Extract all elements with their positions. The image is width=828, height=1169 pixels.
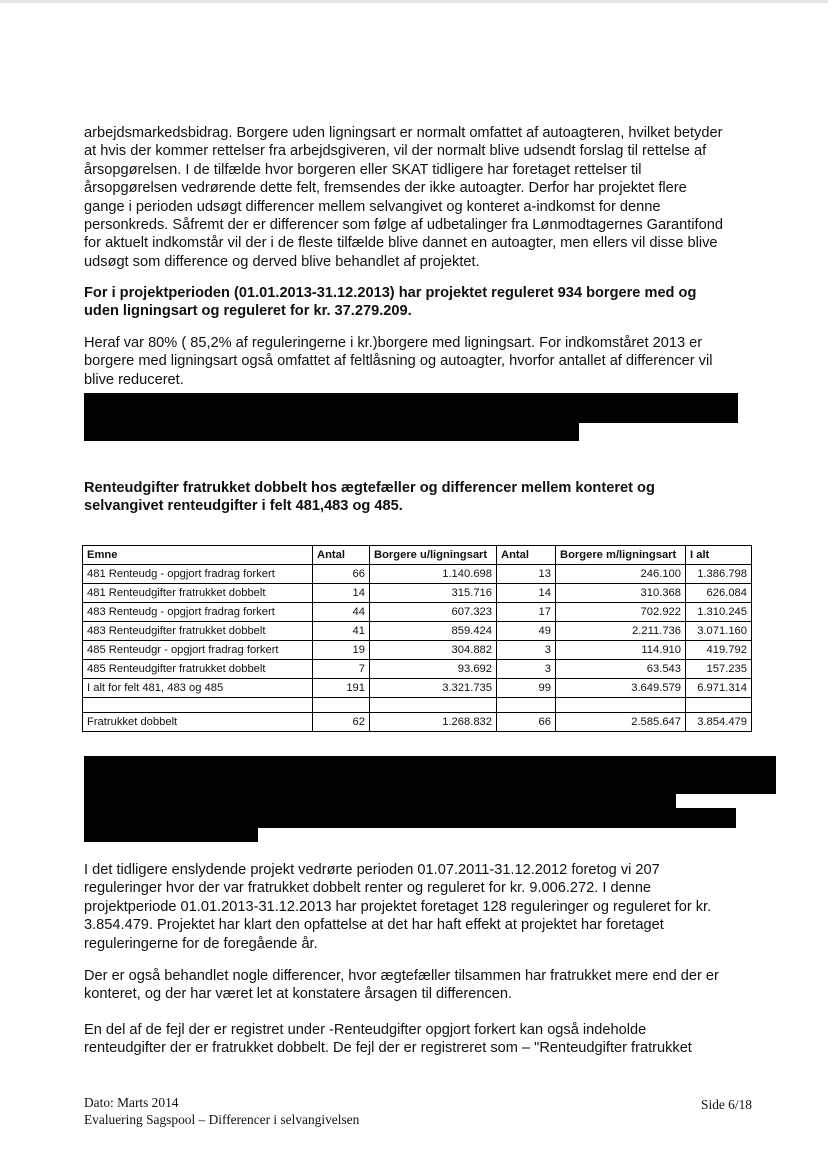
table-cell: 49 xyxy=(497,622,556,641)
column-header: Antal xyxy=(497,546,556,565)
table-cell: 3.854.479 xyxy=(686,713,752,732)
table-cell: 17 xyxy=(497,603,556,622)
redaction-block xyxy=(84,393,738,423)
table-row-double xyxy=(83,713,752,732)
table-cell: 62 xyxy=(313,713,370,732)
table-cell xyxy=(686,698,752,713)
text-line: selvangivet renteudgifter i felt 481,483 og 485. xyxy=(84,498,403,515)
table-cell: 626.084 xyxy=(686,584,752,603)
text-line: Heraf var 80% ( 85,2% af reguleringerne i kr.)borgere med ligningsart. For indkomståret 2013 er xyxy=(84,335,703,351)
text-line: Der er også behandlet nogle differencer, hvor ægtefæller tilsammen har fratrukket mere end der er xyxy=(84,968,719,984)
footer-date: Dato: Marts 2014 xyxy=(84,1095,179,1110)
table-cell: 3.071.160 xyxy=(686,622,752,641)
text-line: arbejdsmarkedsbidrag. Borgere uden ligningsart er normalt omfattet af autoagteren, hvilket betyder xyxy=(84,125,723,141)
section-heading xyxy=(84,479,764,516)
table-cell xyxy=(556,698,686,713)
table-cell: 315.716 xyxy=(370,584,497,603)
text-line: årsopgørelsen. I de tilfælde hvor borgeren eller SKAT tidligere har foretaget rettelser til xyxy=(84,161,642,178)
table-cell: 1.140.698 xyxy=(370,565,497,584)
text-line: reguleringerne for de foregående år. xyxy=(84,935,318,952)
text-line: En del af de fejl der er registret under -Renteudgifter opgjort forkert kan også indeholde xyxy=(84,1022,647,1038)
table-cell: 481 Renteudgifter fratrukket dobbelt xyxy=(83,584,313,603)
text-line: For i projektperioden (01.01.2013-31.12.2013) har projektet reguleret 934 borgere med og xyxy=(84,285,697,301)
table-cell: 157.235 xyxy=(686,660,752,679)
scan-top-edge xyxy=(0,0,828,3)
table-header-row xyxy=(83,546,752,565)
table-cell: 44 xyxy=(313,603,370,622)
redaction-block xyxy=(84,826,258,842)
column-header: Emne xyxy=(83,546,313,565)
text-line: borgere med ligningsart også omfattet af feltlåsning og autoagter, hvorfor antallet af differencer vil xyxy=(84,353,713,370)
table-cell: 3.649.579 xyxy=(556,679,686,698)
table-cell: 66 xyxy=(497,713,556,732)
text-line: uden ligningsart og reguleret for kr. 37.279.209. xyxy=(84,303,412,320)
table-cell xyxy=(313,698,370,713)
table-spacer-row xyxy=(83,698,752,713)
column-header: Borgere u/ligningsart xyxy=(370,546,497,565)
table-cell: 2.585.647 xyxy=(556,713,686,732)
table-cell: 607.323 xyxy=(370,603,497,622)
text-line: Renteudgifter fratrukket dobbelt hos ægtefæller og differencer mellem konteret og xyxy=(84,480,655,496)
table-cell: 481 Renteudg - opgjort fradrag forkert xyxy=(83,565,313,584)
table-cell: 7 xyxy=(313,660,370,679)
table-cell: 114.910 xyxy=(556,641,686,660)
table-cell: 485 Renteudgr - opgjort fradrag forkert xyxy=(83,641,313,660)
page-number: Side 6/18 xyxy=(701,1097,752,1112)
table-cell: I alt for felt 481, 483 og 485 xyxy=(83,679,313,698)
table-cell: 2.211.736 xyxy=(556,622,686,641)
table-cell: 483 Renteudg - opgjort fradrag forkert xyxy=(83,603,313,622)
table-row xyxy=(83,660,752,679)
table-cell: 304.882 xyxy=(370,641,497,660)
table-row xyxy=(83,641,752,660)
table-cell: 1.310.245 xyxy=(686,603,752,622)
footer-title: Evaluering Sagspool – Differencer i selvangivelsen xyxy=(84,1112,360,1127)
table-cell: 419.792 xyxy=(686,641,752,660)
table-cell: 63.543 xyxy=(556,660,686,679)
table-cell: 3 xyxy=(497,641,556,660)
column-header: I alt xyxy=(686,546,752,565)
text-line: I det tidligere enslydende projekt vedrørte perioden 01.07.2011-31.12.2012 foretog vi 207 xyxy=(84,862,660,878)
column-header: Antal xyxy=(313,546,370,565)
table-cell: 14 xyxy=(313,584,370,603)
text-line: blive reduceret. xyxy=(84,371,184,388)
table-cell: 41 xyxy=(313,622,370,641)
interest-table xyxy=(82,545,752,732)
table-row xyxy=(83,603,752,622)
table-cell xyxy=(83,698,313,713)
table-cell: 483 Renteudgifter fratrukket dobbelt xyxy=(83,622,313,641)
text-line: projektperiode 01.01.2013-31.12.2013 har projektet foretaget 128 reguleringer og reguleret for kr. xyxy=(84,898,712,915)
table-cell: 1.268.832 xyxy=(370,713,497,732)
table-cell xyxy=(370,698,497,713)
text-line: konteret, og der har været let at konstatere årsagen til differencen. xyxy=(84,986,513,1003)
table-cell: 66 xyxy=(313,565,370,584)
table-cell: 191 xyxy=(313,679,370,698)
redaction-block xyxy=(84,756,776,794)
table-row xyxy=(83,565,752,584)
table-cell: 310.368 xyxy=(556,584,686,603)
table-cell xyxy=(497,698,556,713)
table-row xyxy=(83,622,752,641)
table-cell: 14 xyxy=(497,584,556,603)
text-line: for aktuelt indkomstår vil der i de fleste tilfælde blive dannet en autoagter, men ellers vil disse blive xyxy=(84,235,718,252)
table-cell: 485 Renteudgifter fratrukket dobbelt xyxy=(83,660,313,679)
text-line: personkreds. Såfremt der er differencer som følge af udbetalinger fra Lønmodtagernes Garantifond xyxy=(84,217,723,234)
redaction-block xyxy=(84,808,736,828)
intro-paragraph xyxy=(84,124,764,271)
table-row xyxy=(83,584,752,603)
text-line: 3.854.479. Projektet har klart den opfattelse at det har haft effekt at projektet har foretaget xyxy=(84,917,664,934)
table-cell: 13 xyxy=(497,565,556,584)
table-cell: 859.424 xyxy=(370,622,497,641)
spouses-paragraph xyxy=(84,967,764,1004)
table-cell: 93.692 xyxy=(370,660,497,679)
text-line: udsøgt som difference og derved blive behandlet af projektet. xyxy=(84,253,480,270)
text-line: årsopgørelsen vedrørende dette felt, fremsendes der ikke autoagter. Derfor har projektet flere xyxy=(84,180,687,197)
text-line: renteudgifter der er fratrukket dobbelt. De fejl der er registreret som – "Renteudgifter fratrukket xyxy=(84,1040,692,1057)
table-cell: 3.321.735 xyxy=(370,679,497,698)
previous-project-paragraph xyxy=(84,861,764,953)
table-total-row xyxy=(83,679,752,698)
text-line: at hvis der kommer rettelser fra arbejdsgiveren, vil der normalt blive udsendt forslag til rettelse af xyxy=(84,143,707,160)
table-cell: 1.386.798 xyxy=(686,565,752,584)
text-line: reguleringer hvor der var fratrukket dobbelt renter og reguleret for kr. 9.006.272. I denne xyxy=(84,880,652,897)
table-cell: 99 xyxy=(497,679,556,698)
table-cell: 702.922 xyxy=(556,603,686,622)
table-cell: 246.100 xyxy=(556,565,686,584)
redaction-block xyxy=(84,421,579,441)
table-cell: 3 xyxy=(497,660,556,679)
table-cell: Fratrukket dobbelt xyxy=(83,713,313,732)
errors-paragraph xyxy=(84,1021,764,1058)
footer-page-number xyxy=(701,1096,752,1113)
footer-left xyxy=(84,1094,359,1128)
column-header: Borgere m/ligningsart xyxy=(556,546,686,565)
text-line: gange i perioden udsøgt differencer mellem selvangivet og konteret a-indkomst for denne xyxy=(84,198,661,215)
summary-heading xyxy=(84,284,764,321)
share-paragraph xyxy=(84,334,764,389)
table-cell: 6.971.314 xyxy=(686,679,752,698)
table-cell: 19 xyxy=(313,641,370,660)
